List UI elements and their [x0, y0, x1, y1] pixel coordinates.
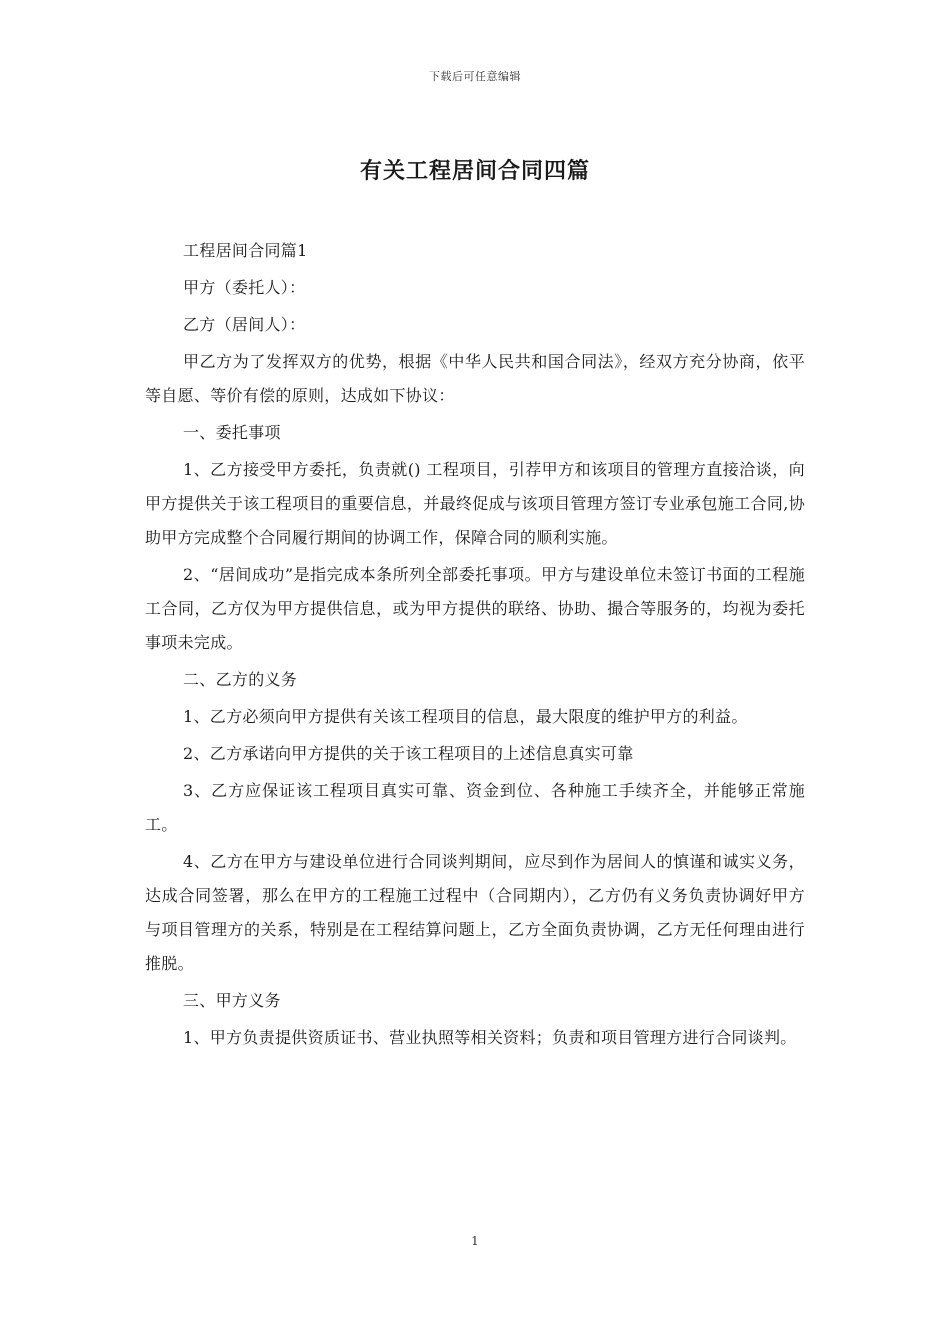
party-a-line: 甲方（委托人）：	[183, 278, 306, 297]
clause-2-item-2: 2、乙方承诺向甲方提供的关于该工程项目的上述信息真实可靠	[183, 744, 634, 763]
clause-1-item-1: 1、乙方接受甲方委托，负责就() 工程项目，引荐甲方和该项目的管理方直接洽谈，向甲方提供关于该工程项目的重要信息，并最终促成与该项目管理方签订专业承包施工合同,协助甲方完成整个合同履行期间的协调工作，保障合同的顺利实施。	[145, 460, 805, 547]
clause-heading-3: 三、甲方义务	[183, 991, 281, 1010]
clause-heading-1: 一、委托事项	[183, 423, 281, 442]
clause-1-item-2: 2、“居间成功”是指完成本条所列全部委托事项。甲方与建设单位未签订书面的工程施工合同，乙方仅为甲方提供信息，或为甲方提供的联络、协助、撮合等服务的，均视为委托事项未完成。	[145, 565, 805, 652]
preamble-paragraph: 甲乙方为了发挥双方的优势，根据《中华人民共和国合同法》，经双方充分协商，依平等自愿、等价有偿的原则，达成如下协议：	[145, 352, 805, 405]
party-b-line: 乙方（居间人）：	[183, 315, 306, 334]
clause-2-item-4: 4、乙方在甲方与建设单位进行合同谈判期间，应尽到作为居间人的慎谨和诚实义务，达成合同签署，那么在甲方的工程施工过程中（合同期内），乙方仍有义务负责协调好甲方与项目管理方的关系，特别是在工程结算问题上，乙方全面负责协调，乙方无任何理由进行推脱。	[145, 852, 805, 973]
section-heading-contract-1: 工程居间合同篇1	[183, 241, 308, 260]
document-title: 有关工程居间合同四篇	[359, 158, 590, 184]
clause-heading-2: 二、乙方的义务	[183, 670, 298, 689]
document-body	[145, 234, 805, 1058]
page-number: 1	[471, 1234, 479, 1248]
clause-2-item-1: 1、乙方必须向甲方提供有关该工程项目的信息，最大限度的维护甲方的利益。	[183, 707, 748, 726]
header-note: 下载后可任意编辑	[429, 70, 521, 83]
clause-3-item-1: 1、甲方负责提供资质证书、营业执照等相关资料；负责和项目管理方进行合同谈判。	[183, 1028, 797, 1047]
clause-2-item-3: 3、乙方应保证该工程项目真实可靠、资金到位、各种施工手续齐全，并能够正常施工。	[145, 781, 805, 834]
